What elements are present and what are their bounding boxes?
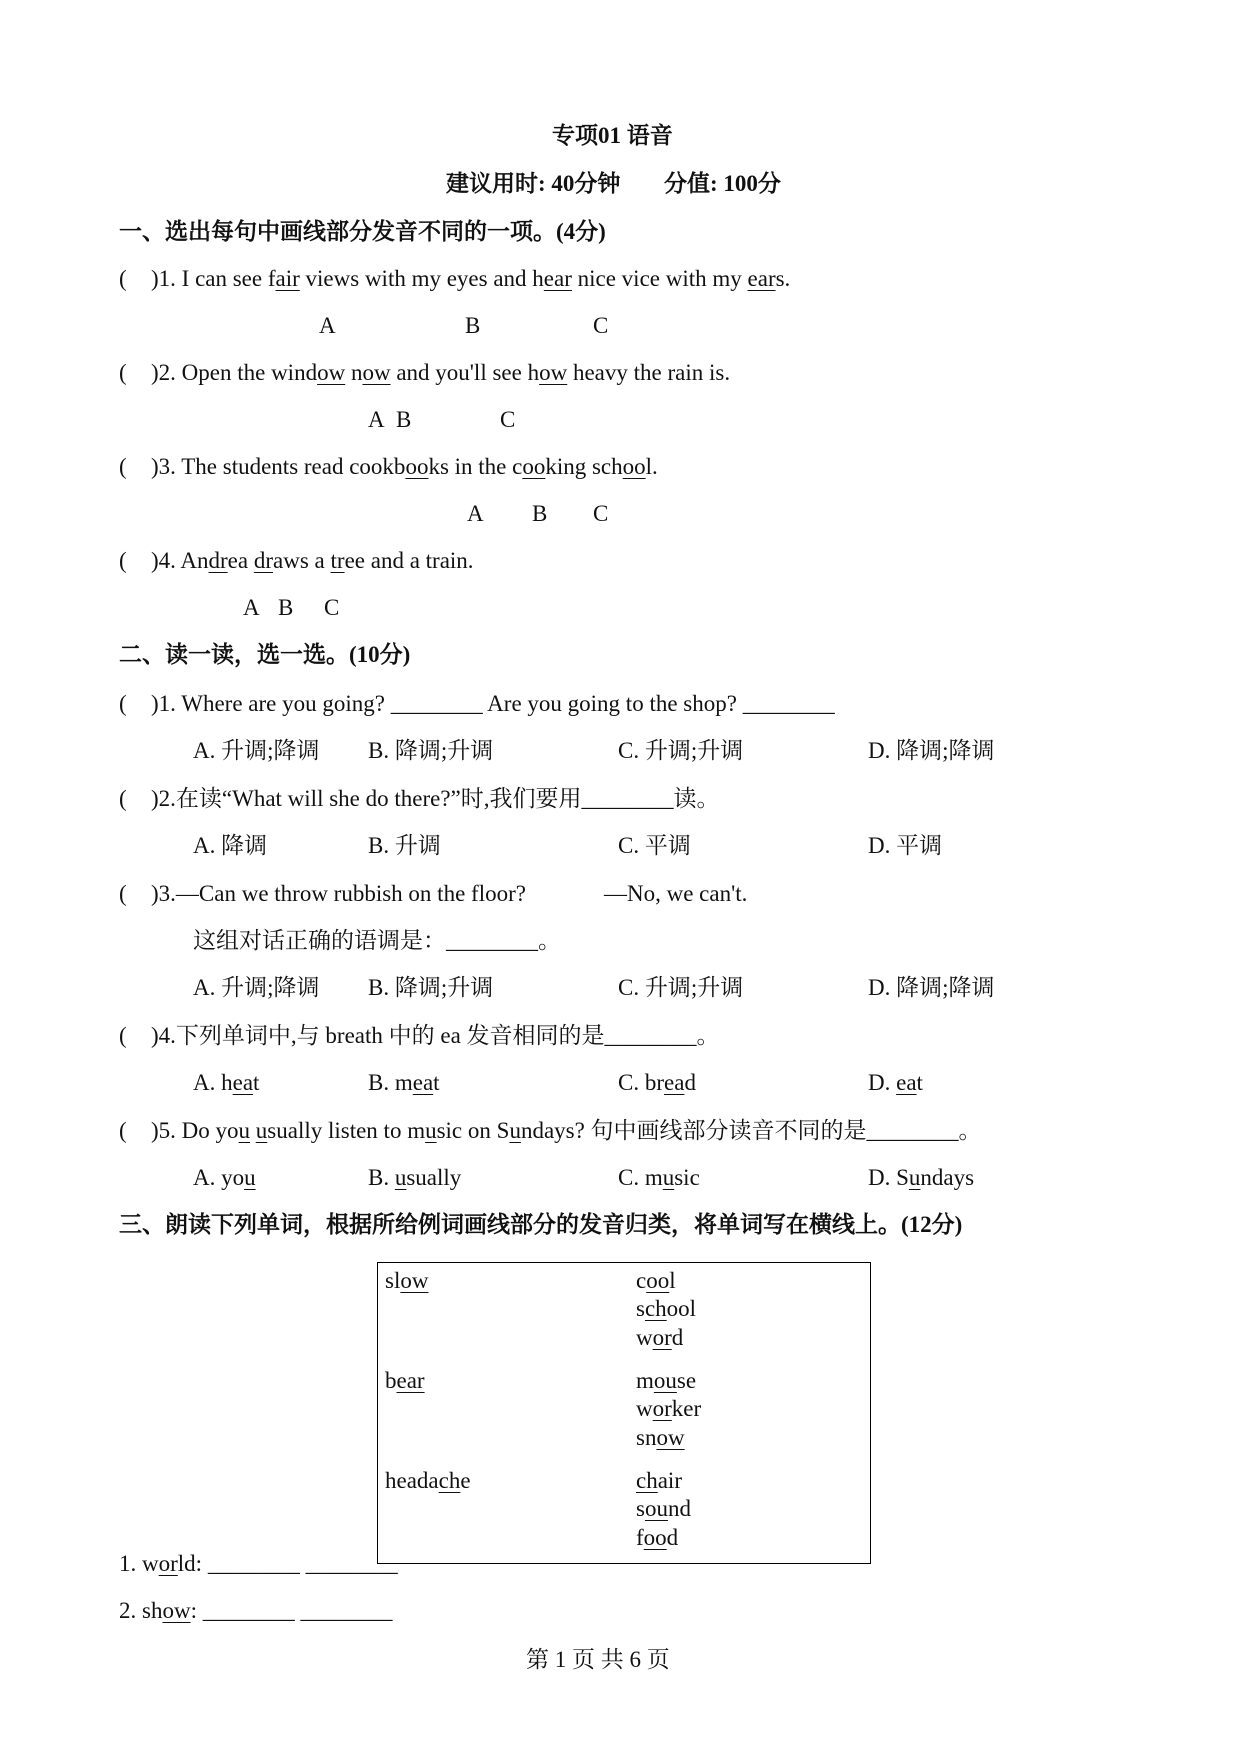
s2-q4-paren: ( <box>119 1023 127 1048</box>
s2-q3-option-a: A. 升调;降调 <box>193 975 320 1000</box>
s2-q1-option-d: D. 降调;降调 <box>868 738 995 763</box>
s2-q2-option-a: A. 降调 <box>193 833 268 858</box>
s1-q2-paren: ( <box>119 360 127 385</box>
s2-q2-option-b: B. 升调 <box>368 833 441 858</box>
s2-q1-text: )1. Where are you going? ________ Are you going to the shop? ________ <box>151 691 835 716</box>
s2-q4-text: )4.下列单词中,与 breath 中的 ea 发音相同的是________。 <box>151 1023 720 1048</box>
word-item: sound <box>636 1496 691 1521</box>
s2-q4-option-c: C. bread <box>618 1070 696 1095</box>
s2-q1-paren: ( <box>119 691 127 716</box>
s2-q3-answer: —No, we can't. <box>604 881 748 906</box>
s2-q5-option-b: B. usually <box>368 1165 462 1190</box>
s1-q1-text: )1. I can see fair views with my eyes and hear nice vice with my ears. <box>151 266 791 291</box>
s1-q1-label-a: A <box>319 313 336 338</box>
word-item: mouse <box>636 1368 697 1393</box>
answer-line-1: 1. world: ________ ________ <box>119 1551 398 1576</box>
s1-q2-label-b: B <box>396 407 412 432</box>
s1-q2-text: )2. Open the window now and you'll see how heavy the rain is. <box>151 360 731 385</box>
s2-q3-text: )3.—Can we throw rubbish on the floor? <box>151 881 526 906</box>
s1-q3-label-c: C <box>593 501 609 526</box>
suggested-time: 建议用时: 40分钟 <box>446 171 621 196</box>
s2-q3-option-d: D. 降调;降调 <box>868 975 995 1000</box>
word-item: snow <box>636 1425 685 1450</box>
s2-q5-paren: ( <box>119 1118 127 1143</box>
s2-q1-option-c: C. 升调;升调 <box>618 738 744 763</box>
s1-q4-label-b: B <box>278 595 294 620</box>
page-title: 专项01 语音 <box>552 123 673 148</box>
s2-q2-text: )2.在读“What will she do there?”时,我们要用________读。 <box>151 786 720 811</box>
example-word-3: headache <box>385 1468 471 1493</box>
example-word-1: slow <box>385 1268 429 1293</box>
s2-q2-paren: ( <box>119 786 127 811</box>
s1-q1-label-c: C <box>593 313 609 338</box>
word-item: school <box>636 1296 697 1321</box>
example-word-2: bear <box>385 1368 425 1393</box>
s1-q1-paren: ( <box>119 266 127 291</box>
s1-q2-label-c: C <box>500 407 516 432</box>
page-footer: 第 1 页 共 6 页 <box>526 1647 670 1672</box>
s2-q5-option-a: A. you <box>193 1165 256 1190</box>
s1-q3-paren: ( <box>119 454 127 479</box>
section-2-heading: 二、读一读，选一选。(10分) <box>119 642 411 667</box>
section-3-heading: 三、朗读下列单词，根据所给例词画线部分的发音归类，将单词写在横线上。(12分) <box>119 1212 963 1237</box>
s2-q3-option-c: C. 升调;升调 <box>618 975 744 1000</box>
s2-q3-option-b: B. 降调;升调 <box>368 975 494 1000</box>
s1-q3-label-a: A <box>467 501 484 526</box>
s2-q3-paren: ( <box>119 881 127 906</box>
s2-q2-option-d: D. 平调 <box>868 833 943 858</box>
s2-q5-option-d: D. Sundays <box>868 1165 975 1190</box>
word-box <box>377 1262 871 1564</box>
total-score: 分值: 100分 <box>664 171 781 196</box>
s1-q2-label-a: A <box>368 407 385 432</box>
answer-line-2: 2. show: ________ ________ <box>119 1598 393 1623</box>
s1-q4-paren: ( <box>119 548 127 573</box>
word-item: food <box>636 1525 679 1550</box>
s1-q4-text: )4. Andrea draws a tree and a train. <box>151 548 474 573</box>
s1-q1-label-b: B <box>465 313 481 338</box>
s2-q4-option-b: B. meat <box>368 1070 440 1095</box>
s2-q3-sub: 这组对话正确的语调是：________。 <box>193 928 561 953</box>
s2-q1-option-a: A. 升调;降调 <box>193 738 320 763</box>
word-item: word <box>636 1325 684 1350</box>
s2-q5-option-c: C. music <box>618 1165 700 1190</box>
s2-q4-option-a: A. heat <box>193 1070 260 1095</box>
s1-q4-label-c: C <box>324 595 340 620</box>
s2-q5-text: )5. Do you usually listen to music on Sundays? 句中画线部分读音不同的是________。 <box>151 1118 982 1143</box>
s2-q4-option-d: D. eat <box>868 1070 923 1095</box>
s1-q3-label-b: B <box>532 501 548 526</box>
s2-q1-option-b: B. 降调;升调 <box>368 738 494 763</box>
word-item: chair <box>636 1468 682 1493</box>
s2-q2-option-c: C. 平调 <box>618 833 691 858</box>
s1-q3-text: )3. The students read cookbooks in the cooking school. <box>151 454 658 479</box>
word-item: worker <box>636 1396 702 1421</box>
word-item: cool <box>636 1268 676 1293</box>
section-1-heading: 一、选出每句中画线部分发音不同的一项。(4分) <box>119 219 606 244</box>
s1-q4-label-a: A <box>243 595 260 620</box>
